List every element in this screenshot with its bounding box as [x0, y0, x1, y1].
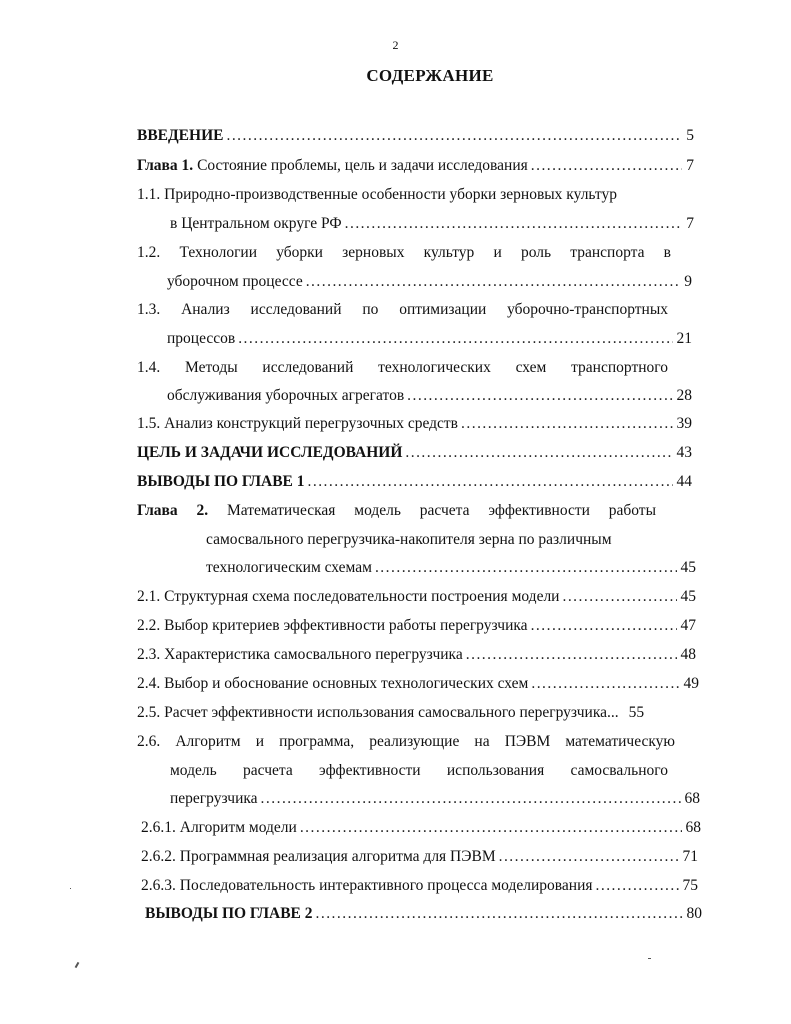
toc-entry-page: 7 [686, 157, 694, 174]
toc-entry-2-2 [137, 616, 696, 636]
toc-entry-page: 68 [684, 790, 700, 807]
dot-leader [238, 329, 672, 349]
chapter-title: Состояние проблемы, цель и задачи исследования [197, 157, 528, 174]
toc-entry-page: 47 [680, 617, 696, 634]
toc-entry-text [137, 156, 528, 176]
toc-entry-1-4-line1 [137, 358, 668, 378]
dot-leader [466, 645, 677, 665]
dot-leader [596, 876, 679, 896]
toc-entry-chapter-2-line2: самосвального перегрузчика-накопителя зерна по различным [206, 531, 612, 548]
toc-entry-text: модель расчета эффективности использования самосвального [170, 762, 668, 779]
toc-entry-page: 5 [686, 127, 694, 144]
toc-entry-1-5 [137, 414, 692, 434]
toc-entry-text: 1.2. Технологии уборки зерновых культур и роль транспорта в [137, 244, 671, 261]
chapter-label: Глава 1. [137, 157, 194, 174]
toc-entry-1-4-line2 [167, 386, 692, 406]
toc-entry-page: 71 [682, 848, 698, 865]
dot-leader [306, 272, 681, 292]
toc-entry-page: 9 [684, 273, 692, 290]
toc-entry-1-1-line2 [170, 214, 694, 234]
toc-entry-text: 2.1. Структурная схема последовательности построения модели [137, 588, 560, 605]
toc-entry-page: 7 [686, 215, 694, 232]
chapter-label: Глава 2. [137, 502, 209, 519]
toc-entry-text: процессов [167, 330, 236, 347]
toc-entry-text: 2.5. Расчет эффективности использования самосвального перегрузчика... [137, 704, 619, 721]
dot-leader [531, 156, 683, 176]
scan-speck [70, 888, 71, 889]
toc-entry-2-6-1 [141, 818, 701, 838]
toc-entry-2-6-line1 [137, 732, 675, 752]
dot-leader [375, 558, 677, 578]
dot-leader [531, 616, 677, 636]
toc-entry-page: 55 [628, 704, 645, 721]
toc-entry-2-5 [137, 703, 699, 723]
chapter-title: Математическая модель расчета эффективности работы [227, 502, 656, 519]
dot-leader [300, 818, 682, 838]
toc-entry-1-3-line2 [167, 329, 692, 349]
toc-entry-1-1-line1: 1.1. Природно-производственные особенности уборки зерновых культур [137, 186, 617, 203]
toc-entry-page: 80 [686, 905, 702, 922]
toc-entry-2-3 [137, 645, 696, 665]
toc-entry-text: ВЫВОДЫ ПО ГЛАВЕ 2 [145, 905, 313, 922]
toc-entry-page: 21 [676, 330, 692, 347]
toc-entry-text: ВВЕДЕНИЕ [137, 127, 224, 144]
toc-entry-2-6-line3 [170, 789, 700, 809]
toc-entry-page: 49 [683, 675, 699, 692]
toc-entry-text: перегрузчика [170, 790, 258, 807]
toc-entry-text: ЦЕЛЬ И ЗАДАЧИ ИССЛЕДОВАНИЙ [137, 444, 403, 461]
dot-leader [261, 789, 681, 809]
toc-entry-2-6-3 [141, 876, 698, 896]
toc-entry-text: 1.3. Анализ исследований по оптимизации уборочно-транспортных [137, 301, 668, 318]
toc-entry-2-6-2 [141, 847, 698, 867]
toc-entry-text: 2.6. Алгоритм и программа, реализующие на ПЭВМ математическую [137, 733, 675, 750]
dot-leader [316, 904, 683, 924]
dot-leader [407, 386, 672, 406]
dot-leader [308, 472, 673, 492]
toc-entry-text: ВЫВОДЫ ПО ГЛАВЕ 1 [137, 473, 305, 490]
toc-entry-text: в Центральном округе РФ [170, 215, 342, 232]
toc-entry-1-2-line2 [167, 272, 692, 292]
toc-entry-conclusions-1 [137, 472, 692, 492]
toc-entry-text: 2.6.3. Последовательность интерактивного процесса моделирования [141, 877, 593, 894]
toc-entry-page: 45 [680, 559, 696, 576]
toc-entry-text: уборочном процессе [167, 273, 303, 290]
toc-entry-goals [137, 443, 692, 463]
toc-entry-2-1 [137, 587, 696, 607]
toc-entry-page: 48 [680, 646, 696, 663]
dot-leader [461, 414, 672, 434]
toc-entry-text: 2.2. Выбор критериев эффективности работы перегрузчика [137, 617, 528, 634]
dot-leader [531, 674, 679, 694]
toc-entry-text [137, 501, 656, 521]
toc-entry-page: 39 [676, 415, 692, 432]
toc-entry-text: 1.4. Методы исследований технологических схем транспортного [137, 359, 668, 376]
page-number: 2 [392, 38, 399, 52]
toc-entry-page: 28 [676, 387, 692, 404]
dot-leader [562, 587, 676, 607]
dot-leader [405, 443, 672, 463]
toc-entry-2-6-line2 [170, 761, 668, 781]
toc-entry-chapter-2-line1 [137, 501, 656, 521]
toc-entry-chapter-1 [137, 156, 694, 176]
toc-entry-2-4 [137, 674, 699, 694]
toc-entry-text: технологическим схемам [206, 559, 372, 576]
toc-entry-page: 68 [685, 819, 701, 836]
toc-entry-text: 2.4. Выбор и обоснование основных технологических схем [137, 675, 529, 692]
toc-entry-conclusions-2 [145, 904, 702, 924]
toc-entry-page: 44 [676, 473, 692, 490]
toc-entry-text: 2.6.1. Алгоритм модели [141, 819, 297, 836]
toc-entry-text: 2.6.2. Программная реализация алгоритма для ПЭВМ [141, 848, 496, 865]
dot-leader [345, 214, 683, 234]
toc-entry-text: 2.3. Характеристика самосвального перегрузчика [137, 646, 463, 663]
toc-entry-page: 45 [680, 588, 696, 605]
scan-speck [648, 958, 651, 959]
toc-entry-introduction [137, 126, 694, 146]
page-title: СОДЕРЖАНИЕ [366, 66, 494, 85]
dot-leader [226, 126, 682, 146]
toc-entry-page: 75 [682, 877, 698, 894]
toc-entry-text: обслуживания уборочных агрегатов [167, 387, 405, 404]
toc-entry-1-3-line1 [137, 300, 668, 320]
toc-entry-1-2-line1 [137, 243, 671, 263]
toc-entry-page: 43 [676, 444, 692, 461]
scan-speck [75, 962, 80, 968]
dot-leader [499, 847, 679, 867]
toc-entry-text: 1.5. Анализ конструкций перегрузочных средств [137, 415, 459, 432]
toc-entry-chapter-2-line3 [206, 558, 696, 578]
